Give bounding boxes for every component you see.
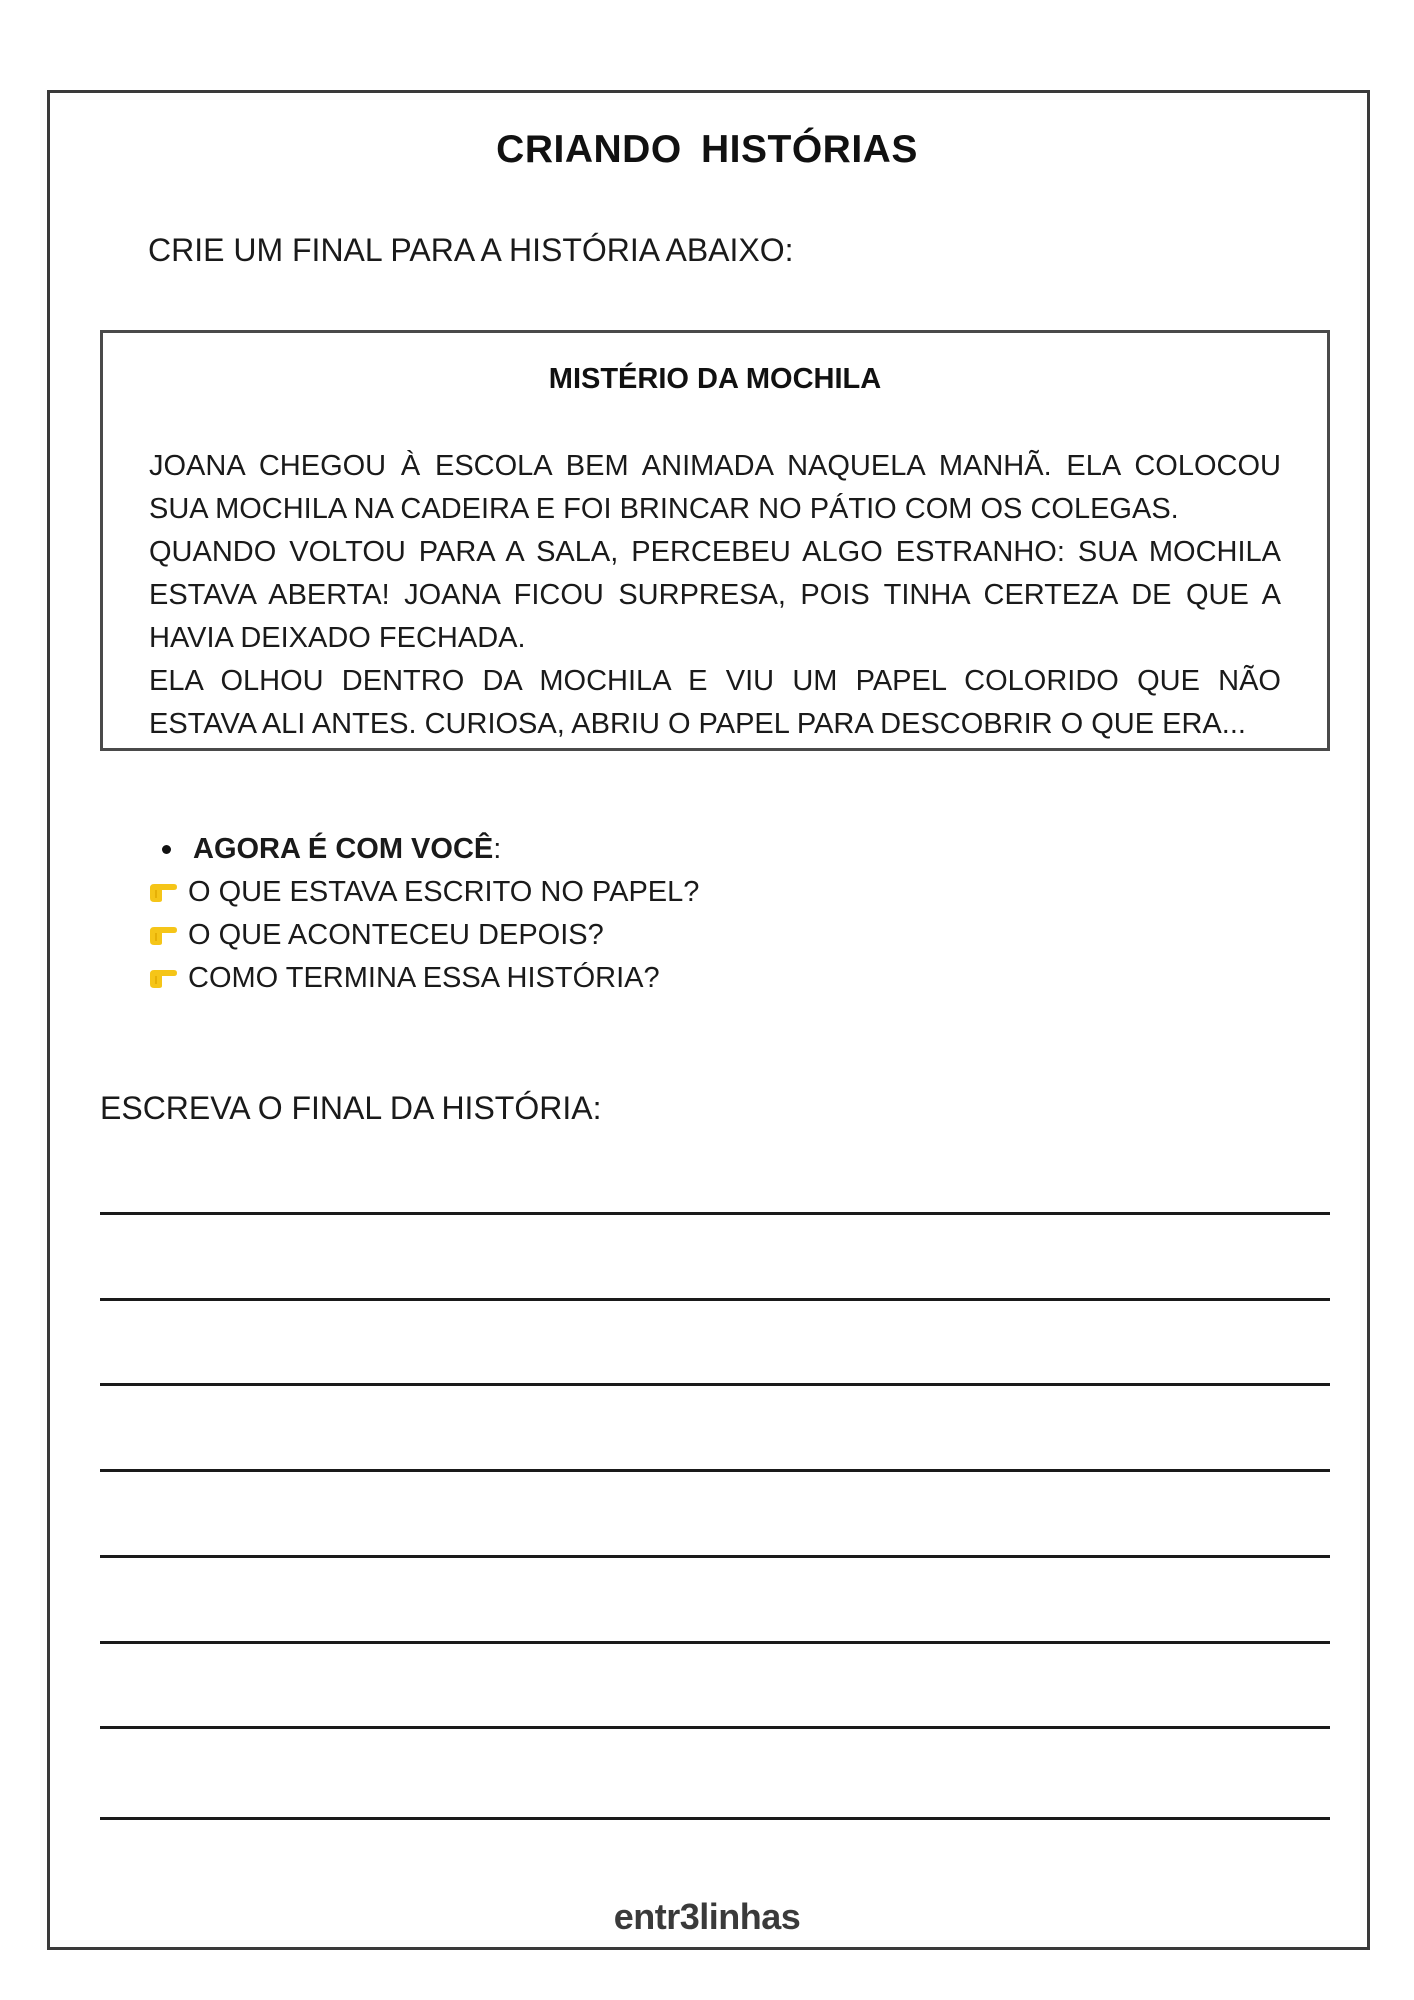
writing-line[interactable] <box>100 1555 1330 1558</box>
prompt-heading-label: AGORA É COM VOCÊ <box>193 833 494 865</box>
writing-line[interactable] <box>100 1298 1330 1301</box>
prompt-block <box>148 828 699 1000</box>
prompt-heading <box>148 828 699 871</box>
writing-line[interactable] <box>100 1383 1330 1386</box>
brand-logo-prefix: entr <box>613 1896 680 1937</box>
writing-line[interactable] <box>100 1469 1330 1472</box>
story-paragraph: QUANDO VOLTOU PARA A SALA, PERCEBEU ALGO ESTRANHO: SUA MOCHILA ESTAVA ABERTA! JOANA FICOU SURPRESA, POIS TINHA CERTEZA DE QUE A HAVIA DEIXADO FECHADA. <box>149 536 1281 654</box>
page-title: CRIANDO HISTÓRIAS <box>496 128 918 171</box>
prompt-question <box>148 914 699 957</box>
story-paragraph: ELA OLHOU DENTRO DA MOCHILA E VIU UM PAPEL COLORIDO QUE NÃO ESTAVA ALI ANTES. CURIOSA, ABRIU O PAPEL PARA DESCOBRIR O QUE ERA... <box>149 665 1281 740</box>
prompt-question <box>148 957 699 1000</box>
pointing-hand-icon <box>148 878 178 904</box>
write-instruction: ESCREVA O FINAL DA HISTÓRIA: <box>100 1090 602 1126</box>
story-title: MISTÉRIO DA MOCHILA <box>548 363 882 395</box>
prompt-question-text: O QUE ESTAVA ESCRITO NO PAPEL? <box>188 876 700 908</box>
pointing-hand-icon <box>148 921 178 947</box>
writing-line[interactable] <box>100 1817 1330 1820</box>
prompt-question <box>148 871 699 914</box>
writing-line[interactable] <box>100 1726 1330 1729</box>
pointing-hand-icon <box>148 964 178 990</box>
bullet-icon <box>162 845 171 854</box>
story-box <box>100 330 1330 751</box>
writing-line[interactable] <box>100 1212 1330 1215</box>
prompt-heading-colon: : <box>493 833 502 865</box>
story-paragraph: JOANA CHEGOU À ESCOLA BEM ANIMADA NAQUELA MANHÃ. ELA COLOCOU SUA MOCHILA NA CADEIRA E FOI BRINCAR NO PÁTIO COM OS COLEGAS. <box>149 450 1281 525</box>
brand-logo <box>0 1896 1414 1938</box>
brand-logo-mark: 3 <box>679 1896 700 1937</box>
prompt-question-text: O QUE ACONTECEU DEPOIS? <box>188 919 604 951</box>
brand-logo-suffix: linhas <box>699 1896 801 1937</box>
instruction-text: CRIE UM FINAL PARA A HISTÓRIA ABAIXO: <box>148 232 794 268</box>
writing-line[interactable] <box>100 1641 1330 1644</box>
story-text <box>149 445 1281 746</box>
prompt-question-text: COMO TERMINA ESSA HISTÓRIA? <box>188 962 660 994</box>
